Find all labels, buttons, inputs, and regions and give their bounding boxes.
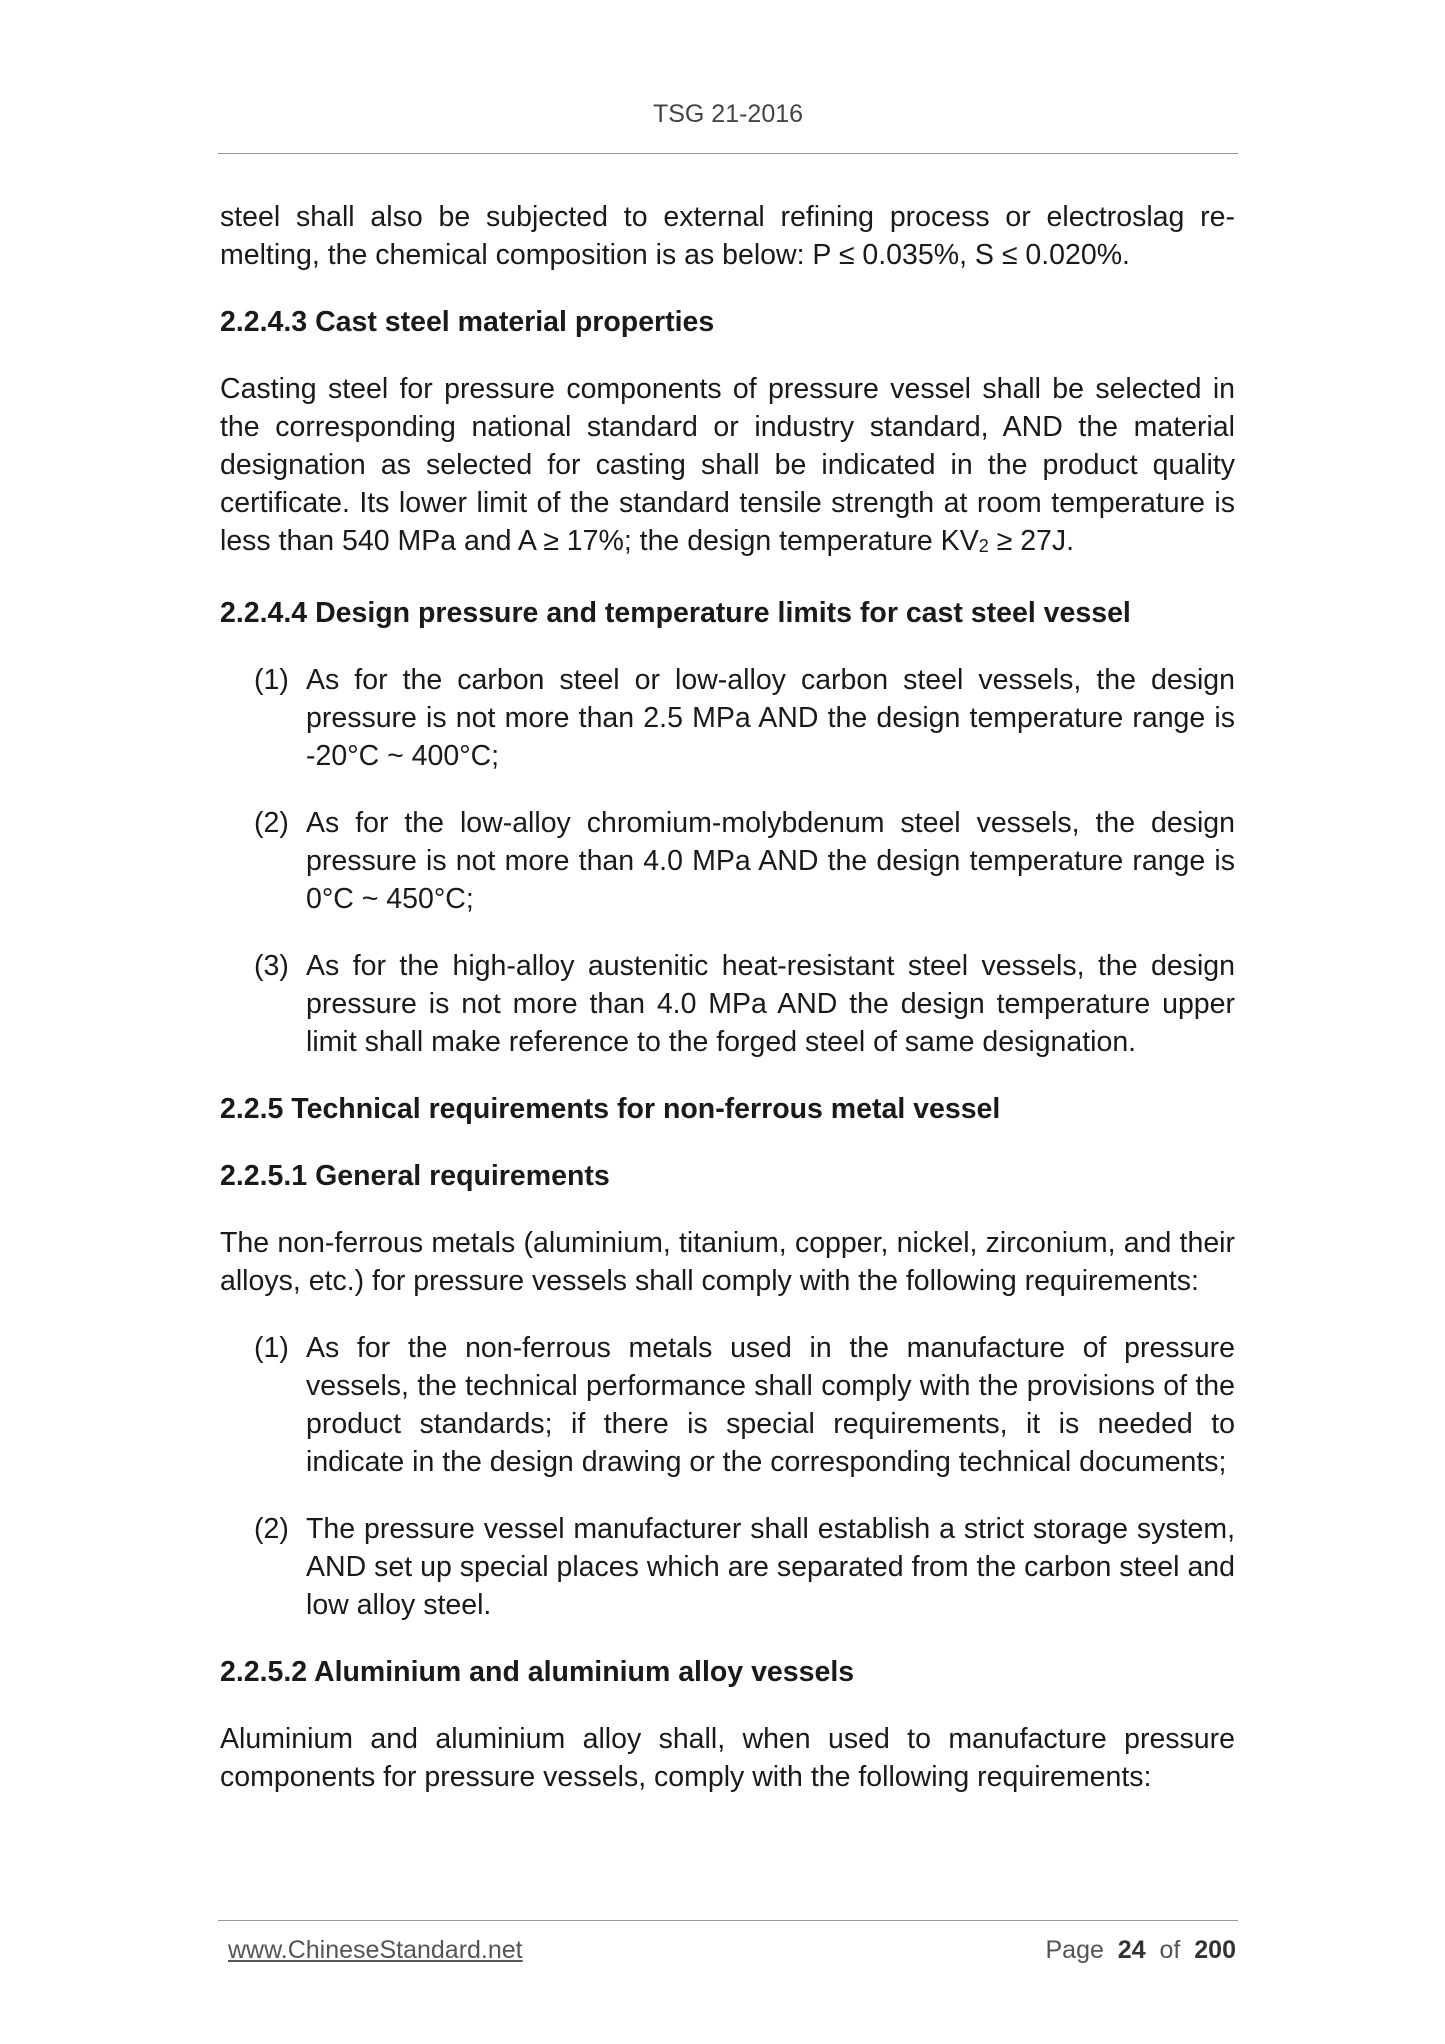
paragraph-cast-steel-text: Casting steel for pressure components of pressure vessel shall be selected in the corresponding national standard or industry standard, AND the material designation as selected for casting shall be indicated in the product quality certificate. Its lower limit of the standard tensile strength at room temperature is less than 540 MPa and A ≥ 17%; the design temperature KV	[220, 373, 1235, 557]
paragraph-cast-steel	[220, 370, 1235, 565]
list-item	[254, 661, 1235, 775]
list-item-text: The pressure vessel manufacturer shall establish a strict storage system, AND set up special places which are separated from the carbon steel and low alloy steel.	[306, 1513, 1235, 1621]
list-item-text: As for the high-alloy austenitic heat-resistant steel vessels, the design pressure is not more than 4.0 MPa AND the design temperature upper limit shall make reference to the forged steel of same designation.	[306, 950, 1235, 1058]
heading-2-2-5: 2.2.5 Technical requirements for non-ferrous metal vessel	[220, 1093, 1001, 1125]
list-item	[254, 804, 1235, 918]
footer-divider	[218, 1920, 1238, 1921]
document-body	[220, 198, 1235, 1825]
total-pages: 200	[1194, 1936, 1236, 1964]
page-counter	[1046, 1936, 1237, 1965]
paragraph-cast-steel-end: ≥ 27J.	[988, 525, 1075, 557]
header-divider	[218, 153, 1238, 154]
list-item-text: As for the low-alloy chromium-molybdenum steel vessels, the design pressure is not more than 4.0 MPa AND the design temperature range is 0°C ~ 450°C;	[306, 807, 1235, 915]
list-item-number: (1)	[254, 664, 289, 696]
of-label: of	[1159, 1936, 1181, 1964]
paragraph-aluminium: Aluminium and aluminium alloy shall, when used to manufacture pressure components for pressure vessels, comply with the following requirements:	[220, 1723, 1235, 1793]
subscript-2: 2	[978, 536, 989, 556]
paragraph-general-requirements: The non-ferrous metals (aluminium, titanium, copper, nickel, zirconium, and their alloys, etc.) for pressure vessels shall comply with the following requirements:	[220, 1227, 1235, 1297]
page-label: Page	[1045, 1936, 1104, 1964]
website-link[interactable]: www.ChineseStandard.net	[228, 1936, 523, 1964]
list-item-text: As for the non-ferrous metals used in the manufacture of pressure vessels, the technical performance shall comply with the provisions of the product standards; if there is special requirements, it is needed to indicate in the design drawing or the corresponding technical documents;	[306, 1332, 1235, 1478]
heading-2-2-4-3: 2.2.4.3 Cast steel material properties	[220, 306, 715, 338]
list-item-number: (2)	[254, 1513, 289, 1545]
list-item-text: As for the carbon steel or low-alloy carbon steel vessels, the design pressure is not more than 2.5 MPa AND the design temperature range is -20°C ~ 400°C;	[306, 664, 1235, 772]
list-item-number: (3)	[254, 950, 289, 982]
list-item-number: (1)	[254, 1332, 289, 1364]
page-header-title: TSG 21-2016	[652, 100, 804, 128]
heading-2-2-5-2: 2.2.5.2 Aluminium and aluminium alloy vessels	[220, 1656, 855, 1688]
page-number: 24	[1117, 1936, 1146, 1964]
heading-2-2-4-4: 2.2.4.4 Design pressure and temperature limits for cast steel vessel	[220, 597, 1131, 629]
list-item	[254, 1329, 1235, 1481]
paragraph-intro: steel shall also be subjected to external refining process or electroslag re-melting, the chemical composition is as below: P ≤ 0.035%, S ≤ 0.020%.	[220, 201, 1235, 271]
list-item-number: (2)	[254, 807, 289, 839]
heading-2-2-5-1: 2.2.5.1 General requirements	[220, 1160, 610, 1192]
list-item	[254, 947, 1235, 1061]
list-item	[254, 1510, 1235, 1624]
